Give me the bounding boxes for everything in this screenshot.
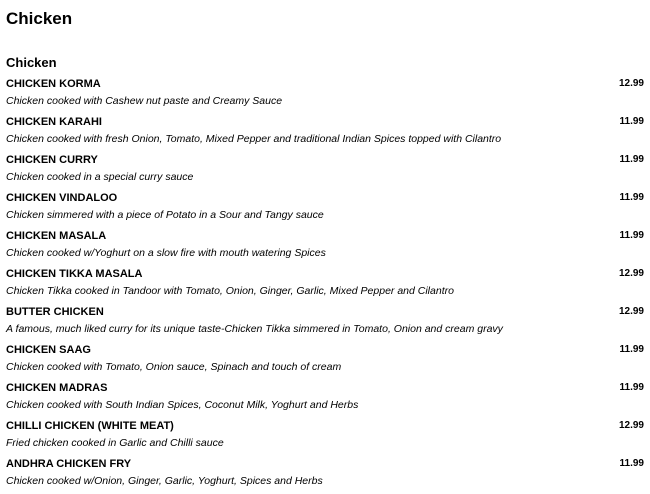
menu-item xyxy=(0,114,650,152)
menu-item xyxy=(0,152,650,190)
menu-item xyxy=(0,76,650,114)
menu-item-name: CHICKEN VINDALOO xyxy=(6,192,118,204)
menu-item-description: Chicken cooked w/Yoghurt on a slow fire with mouth watering Spices xyxy=(6,247,326,259)
menu-item-description: Chicken cooked with South Indian Spices, Coconut Milk, Yoghurt and Herbs xyxy=(6,399,359,411)
menu-item xyxy=(0,304,650,342)
section-title: Chicken xyxy=(6,55,57,70)
menu-item-description: Chicken simmered with a piece of Potato in a Sour and Tangy sauce xyxy=(6,209,324,221)
menu-item-price: 12.99 xyxy=(618,420,644,431)
menu-item xyxy=(0,456,650,494)
menu-item xyxy=(0,190,650,228)
menu-item xyxy=(0,342,650,380)
menu-item-name: CHICKEN KARAHI xyxy=(6,116,102,128)
menu-item-price: 11.99 xyxy=(619,458,644,469)
menu-item-description: A famous, much liked curry for its unique taste-Chicken Tikka simmered in Tomato, Onion and cream gravy xyxy=(6,323,503,335)
menu-item-price: 12.99 xyxy=(618,78,644,89)
menu-item-price: 11.99 xyxy=(619,230,644,241)
menu-item-description: Chicken cooked with Cashew nut paste and Creamy Sauce xyxy=(6,95,283,107)
menu-item-description: Chicken cooked in a special curry sauce xyxy=(6,171,194,183)
menu-item-name: CHICKEN CURRY xyxy=(6,154,98,166)
menu-item-price: 11.99 xyxy=(619,344,644,355)
menu-item xyxy=(0,380,650,418)
menu-item-price: 11.99 xyxy=(619,192,644,203)
menu-item-name: CHICKEN SAAG xyxy=(6,344,91,356)
menu-item-description: Chicken cooked with Tomato, Onion sauce, Spinach and touch of cream xyxy=(6,361,342,373)
menu-item xyxy=(0,266,650,304)
menu-item-name: CHICKEN MADRAS xyxy=(6,382,108,394)
menu-item xyxy=(0,418,650,456)
menu-item-list xyxy=(0,76,650,494)
menu-item-description: Chicken Tikka cooked in Tandoor with Tomato, Onion, Ginger, Garlic, Mixed Pepper and Cilantro xyxy=(6,285,454,297)
menu-item-name: CHICKEN KORMA xyxy=(6,78,101,90)
menu-item-description: Chicken cooked w/Onion, Ginger, Garlic, Yoghurt, Spices and Herbs xyxy=(6,475,323,487)
menu-item xyxy=(0,228,650,266)
page-title: Chicken xyxy=(6,9,73,28)
menu-item-description: Chicken cooked with fresh Onion, Tomato, Mixed Pepper and traditional Indian Spices topped with Cilantro xyxy=(6,133,502,145)
menu-item-name: BUTTER CHICKEN xyxy=(6,306,104,318)
menu-item-name: ANDHRA CHICKEN FRY xyxy=(6,458,132,470)
menu-item-name: CHICKEN TIKKA MASALA xyxy=(6,268,143,280)
menu-item-price: 11.99 xyxy=(619,382,644,393)
menu-item-description: Fried chicken cooked in Garlic and Chilli sauce xyxy=(6,437,224,449)
menu-item-price: 12.99 xyxy=(618,306,644,317)
menu-item-name: CHILLI CHICKEN (WHITE MEAT) xyxy=(6,420,174,432)
menu-item-price: 11.99 xyxy=(619,116,644,127)
menu-item-price: 12.99 xyxy=(618,268,644,279)
menu-item-price: 11.99 xyxy=(619,154,644,165)
menu-item-name: CHICKEN MASALA xyxy=(6,230,107,242)
